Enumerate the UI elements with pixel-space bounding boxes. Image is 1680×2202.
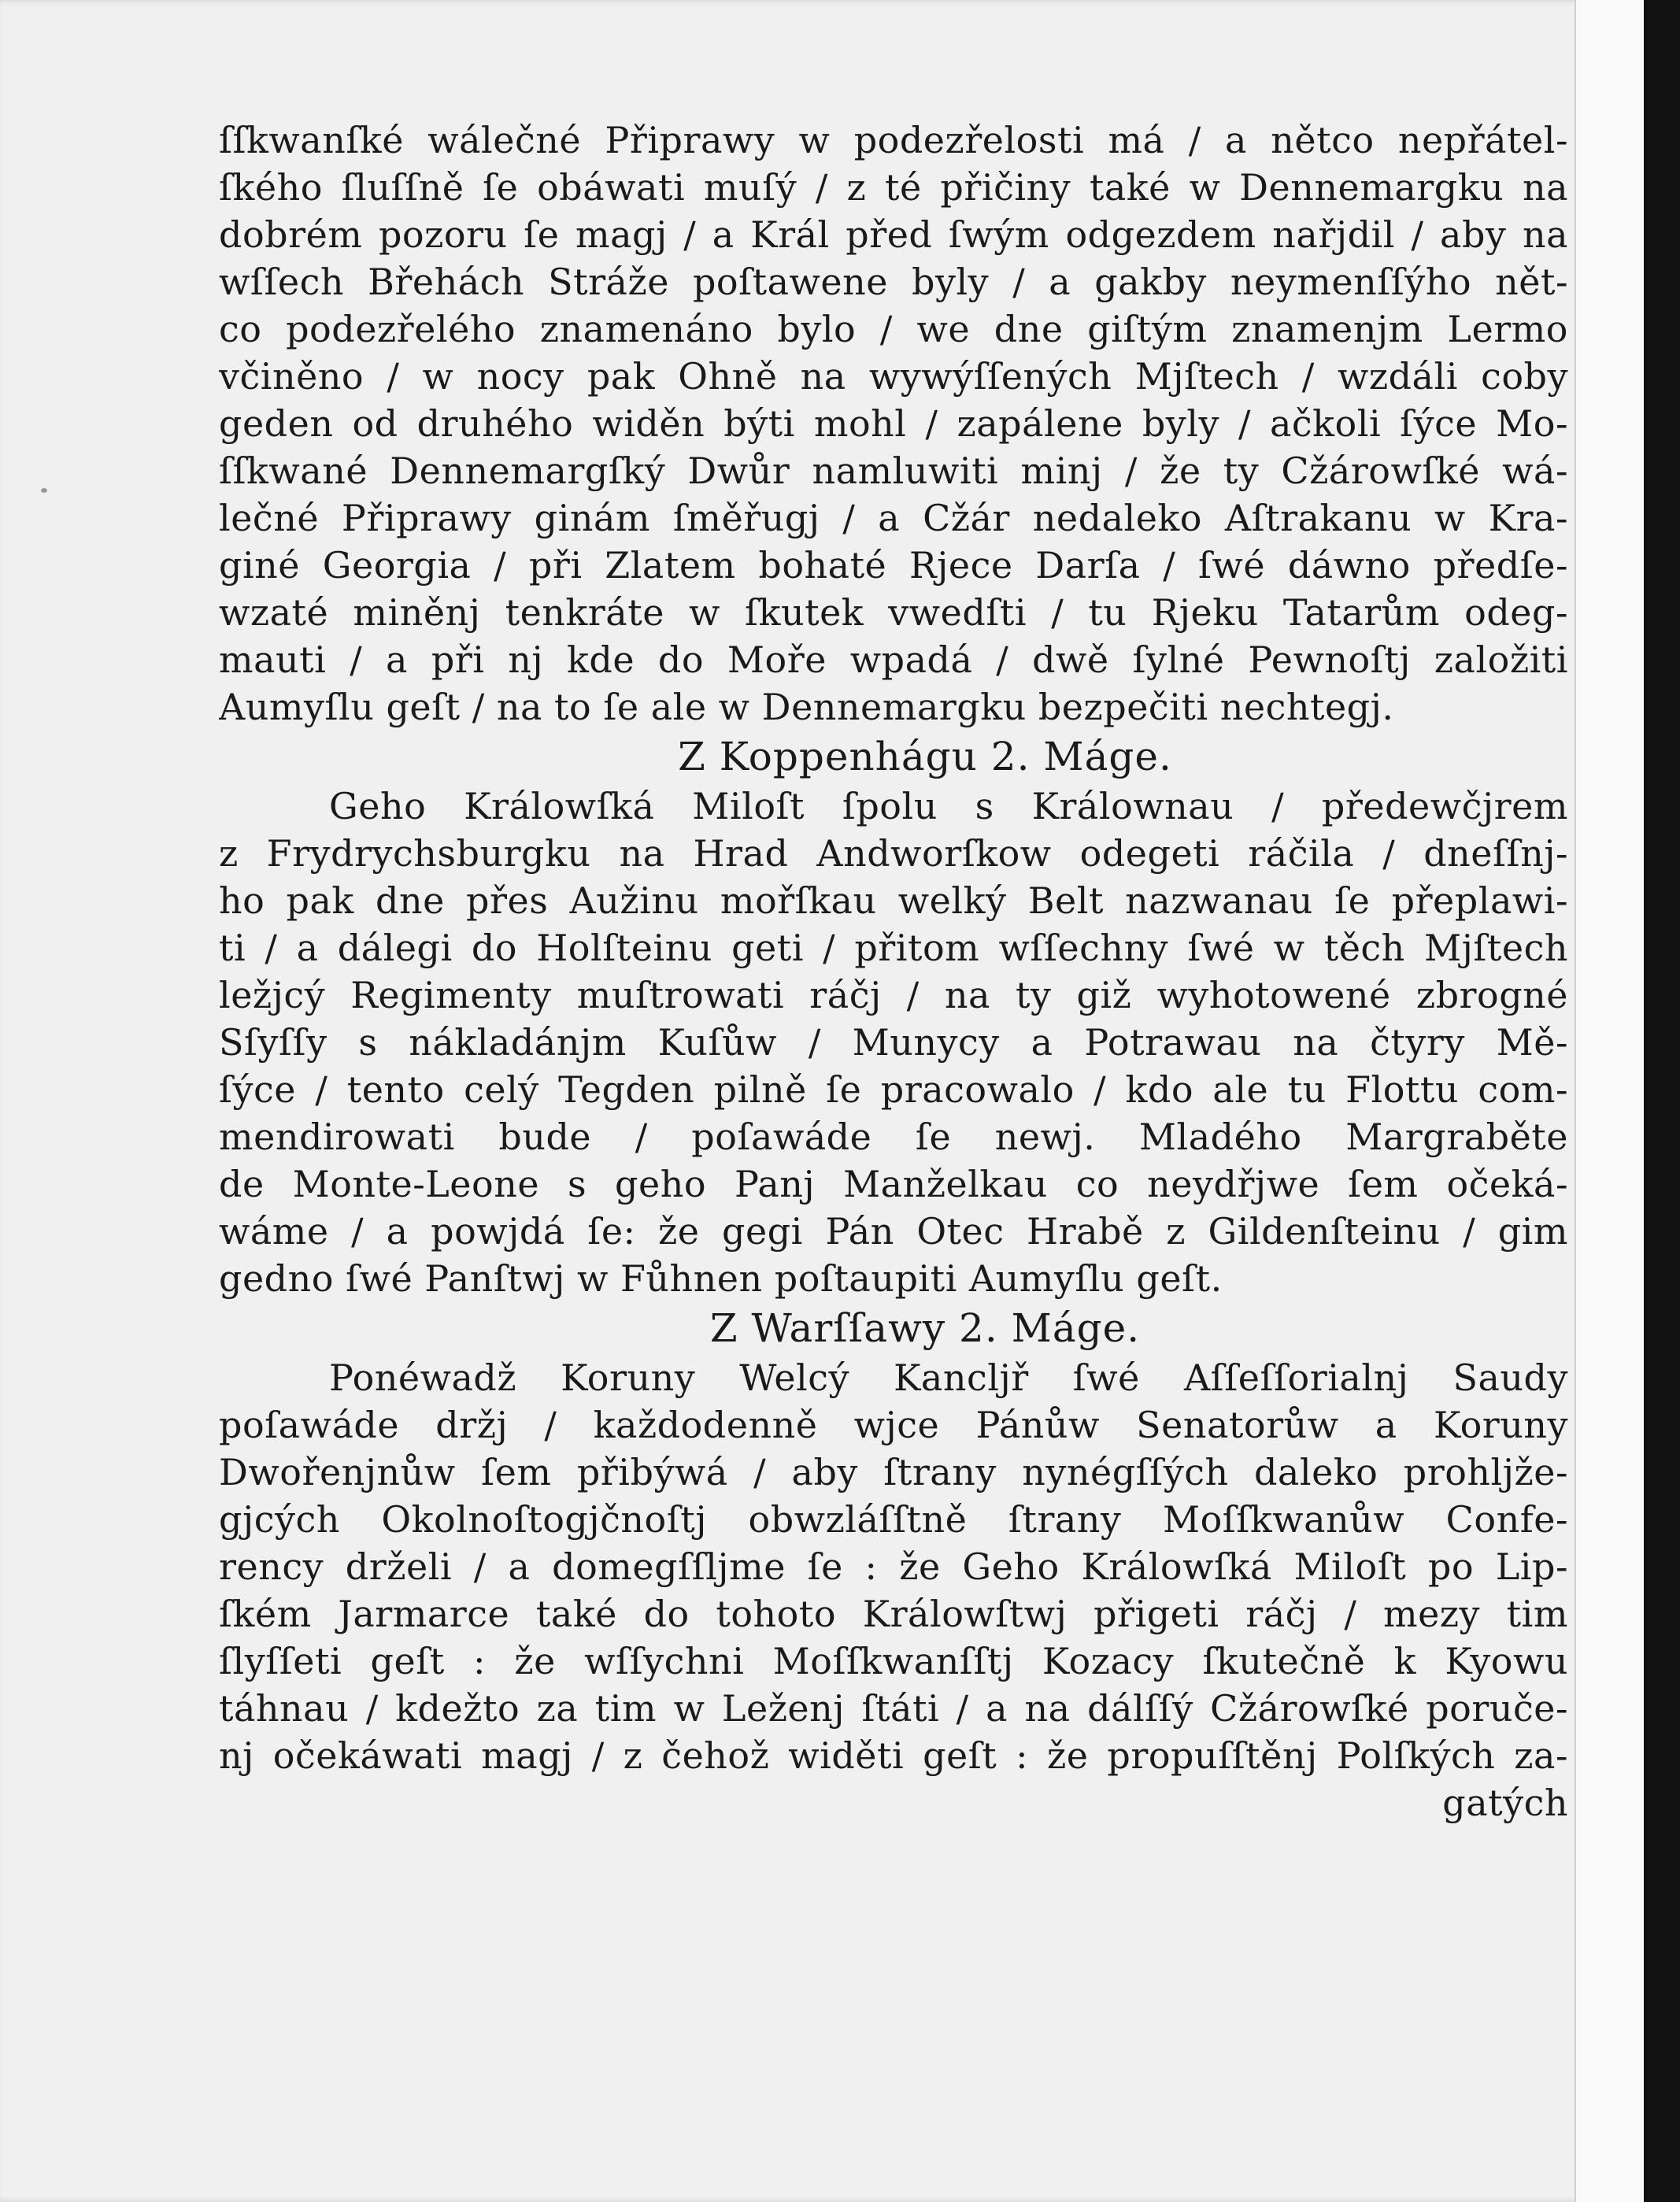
text-line: co podezřelého znamenáno bylo / we dne giſtým znamenjm Lermo: [219, 308, 1568, 350]
text-line: rency drželi / a domegſſljme ſe : že Geho Králowſká Miloſt po Lip-: [219, 1545, 1568, 1588]
text-line: Dwořenjnůw ſem přibýwá / aby ſtrany nynégſſých daleko prohljže-: [219, 1451, 1568, 1493]
text-line: ſlyſſeti geſt : že wſſychni Moſſkwanſſtj Kozacy ſkutečně k Kyowu: [219, 1640, 1568, 1682]
text-block: [219, 117, 1568, 1826]
text-line: Aumyſlu geſt / na to ſe ale w Dennemargku bezpečiti nechtegj.: [219, 686, 1394, 728]
text-line: Sſyſſy s nákladánjm Kuſůw / Munycy a Potrawau na čtyry Mě-: [219, 1021, 1568, 1064]
text-line: z Frydrychsburgku na Hrad Andworſkow odegeti ráčila / dneſſnj-: [219, 832, 1568, 875]
section-heading-warsaw: Z Warſſawy 2. Máge.: [709, 1305, 1141, 1351]
book-binding: [1644, 0, 1680, 2202]
text-line: geden od druhého widěn býti mohl / zapálene byly / ačkoli ſýce Mo-: [219, 402, 1568, 445]
text-line: ſkém Jarmarce také do tohoto Králowſtwj přigeti ráčj / mezy tim: [219, 1593, 1568, 1635]
section-heading-copenhagen: Z Koppenhágu 2. Máge.: [678, 734, 1172, 779]
text-line: dobrém pozoru ſe magj / a Král před ſwým odgezdem nařjdil / aby na: [219, 213, 1568, 256]
text-line: ti / a dálegi do Holſteinu geti / přitom wſſechny ſwé w těch Mjſtech: [219, 927, 1568, 969]
scan-speck: [41, 488, 47, 493]
text-line: Geho Králowſká Miloſt ſpolu s Králownau / předewčjrem: [329, 785, 1568, 827]
catchword: gatých: [1442, 1782, 1568, 1824]
text-line: ſkého ſluſſně ſe obáwati muſý / z té přičiny také w Dennemargku na: [219, 166, 1568, 209]
page-edge: [1575, 0, 1655, 2202]
paragraph-2: [219, 783, 1568, 1302]
text-line: gedno ſwé Panſtwj w Fůhnen poſtaupiti Aumyſlu geſt.: [219, 1257, 1223, 1300]
text-line: ležjcý Regimenty muſtrowati ráčj / na ty giž wyhotowené zbrogné: [219, 974, 1568, 1016]
text-line: de Monte-Leone s geho Panj Manželkau co neydřjwe ſem očeká-: [219, 1163, 1568, 1205]
text-line: wſſech Břehách Stráže poſtawene byly / a gakby neymenſſýho nět-: [219, 261, 1568, 303]
text-line: giné Georgia / při Zlatem bohaté Rjece Darſa / ſwé dáwno předſe-: [219, 544, 1568, 587]
text-line: ſſkwané Dennemargſký Dwůr namluwiti minj / že ty Cžárowſké wá-: [219, 450, 1568, 492]
paragraph-1: [219, 117, 1568, 731]
text-line: wáme / a powjdá ſe: že gegi Pán Otec Hrabě z Gildenſteinu / gim: [219, 1210, 1568, 1253]
text-line: nj očekáwati magj / z čehož widěti geſt : že propuſſtěnj Polſkých za-: [219, 1734, 1568, 1777]
text-line: ho pak dne přes Aužinu mořſkau welký Belt nazwanau ſe přeplawi-: [219, 879, 1568, 922]
paragraph-3: [219, 1354, 1568, 1779]
text-line: včiněno / w nocy pak Ohně na wywýſſených Mjſtech / wzdáli coby: [219, 355, 1568, 398]
text-line: poſawáde držj / každodenně wjce Pánůw Senatorůw a Koruny: [219, 1404, 1568, 1446]
text-line: táhnau / kdežto za tim w Leženj ſtáti / a na dálſſý Cžárowſké poruče-: [219, 1687, 1568, 1730]
text-line: mendirowati bude / poſawáde ſe newj. Mladého Margraběte: [219, 1116, 1568, 1158]
text-line: Ponéwadž Koruny Welcý Kancljř ſwé Aſſeſſorialnj Saudy: [329, 1356, 1568, 1399]
text-line: mauti / a při nj kde do Moře wpadá / dwě ſylné Pewnoſtj založiti: [219, 638, 1568, 681]
text-line: wzaté miněnj tenkráte w ſkutek vwedſti / tu Rjeku Tatarům odeg-: [219, 591, 1568, 634]
text-line: ſſkwanſké wálečné Připrawy w podezřelosti má / a nětco nepřátel-: [219, 119, 1568, 161]
text-line: lečné Připrawy ginám ſměřugj / a Cžár nedaleko Aſtrakanu w Kra-: [219, 497, 1568, 539]
text-line: ſýce / tento celý Tegden pilně ſe pracowalo / kdo ale tu Flottu com-: [219, 1068, 1568, 1111]
text-line: gjcých Okolnoſtogjčnoſtj obwzláſſtně ſtrany Moſſkwanůw Confe-: [219, 1498, 1568, 1541]
